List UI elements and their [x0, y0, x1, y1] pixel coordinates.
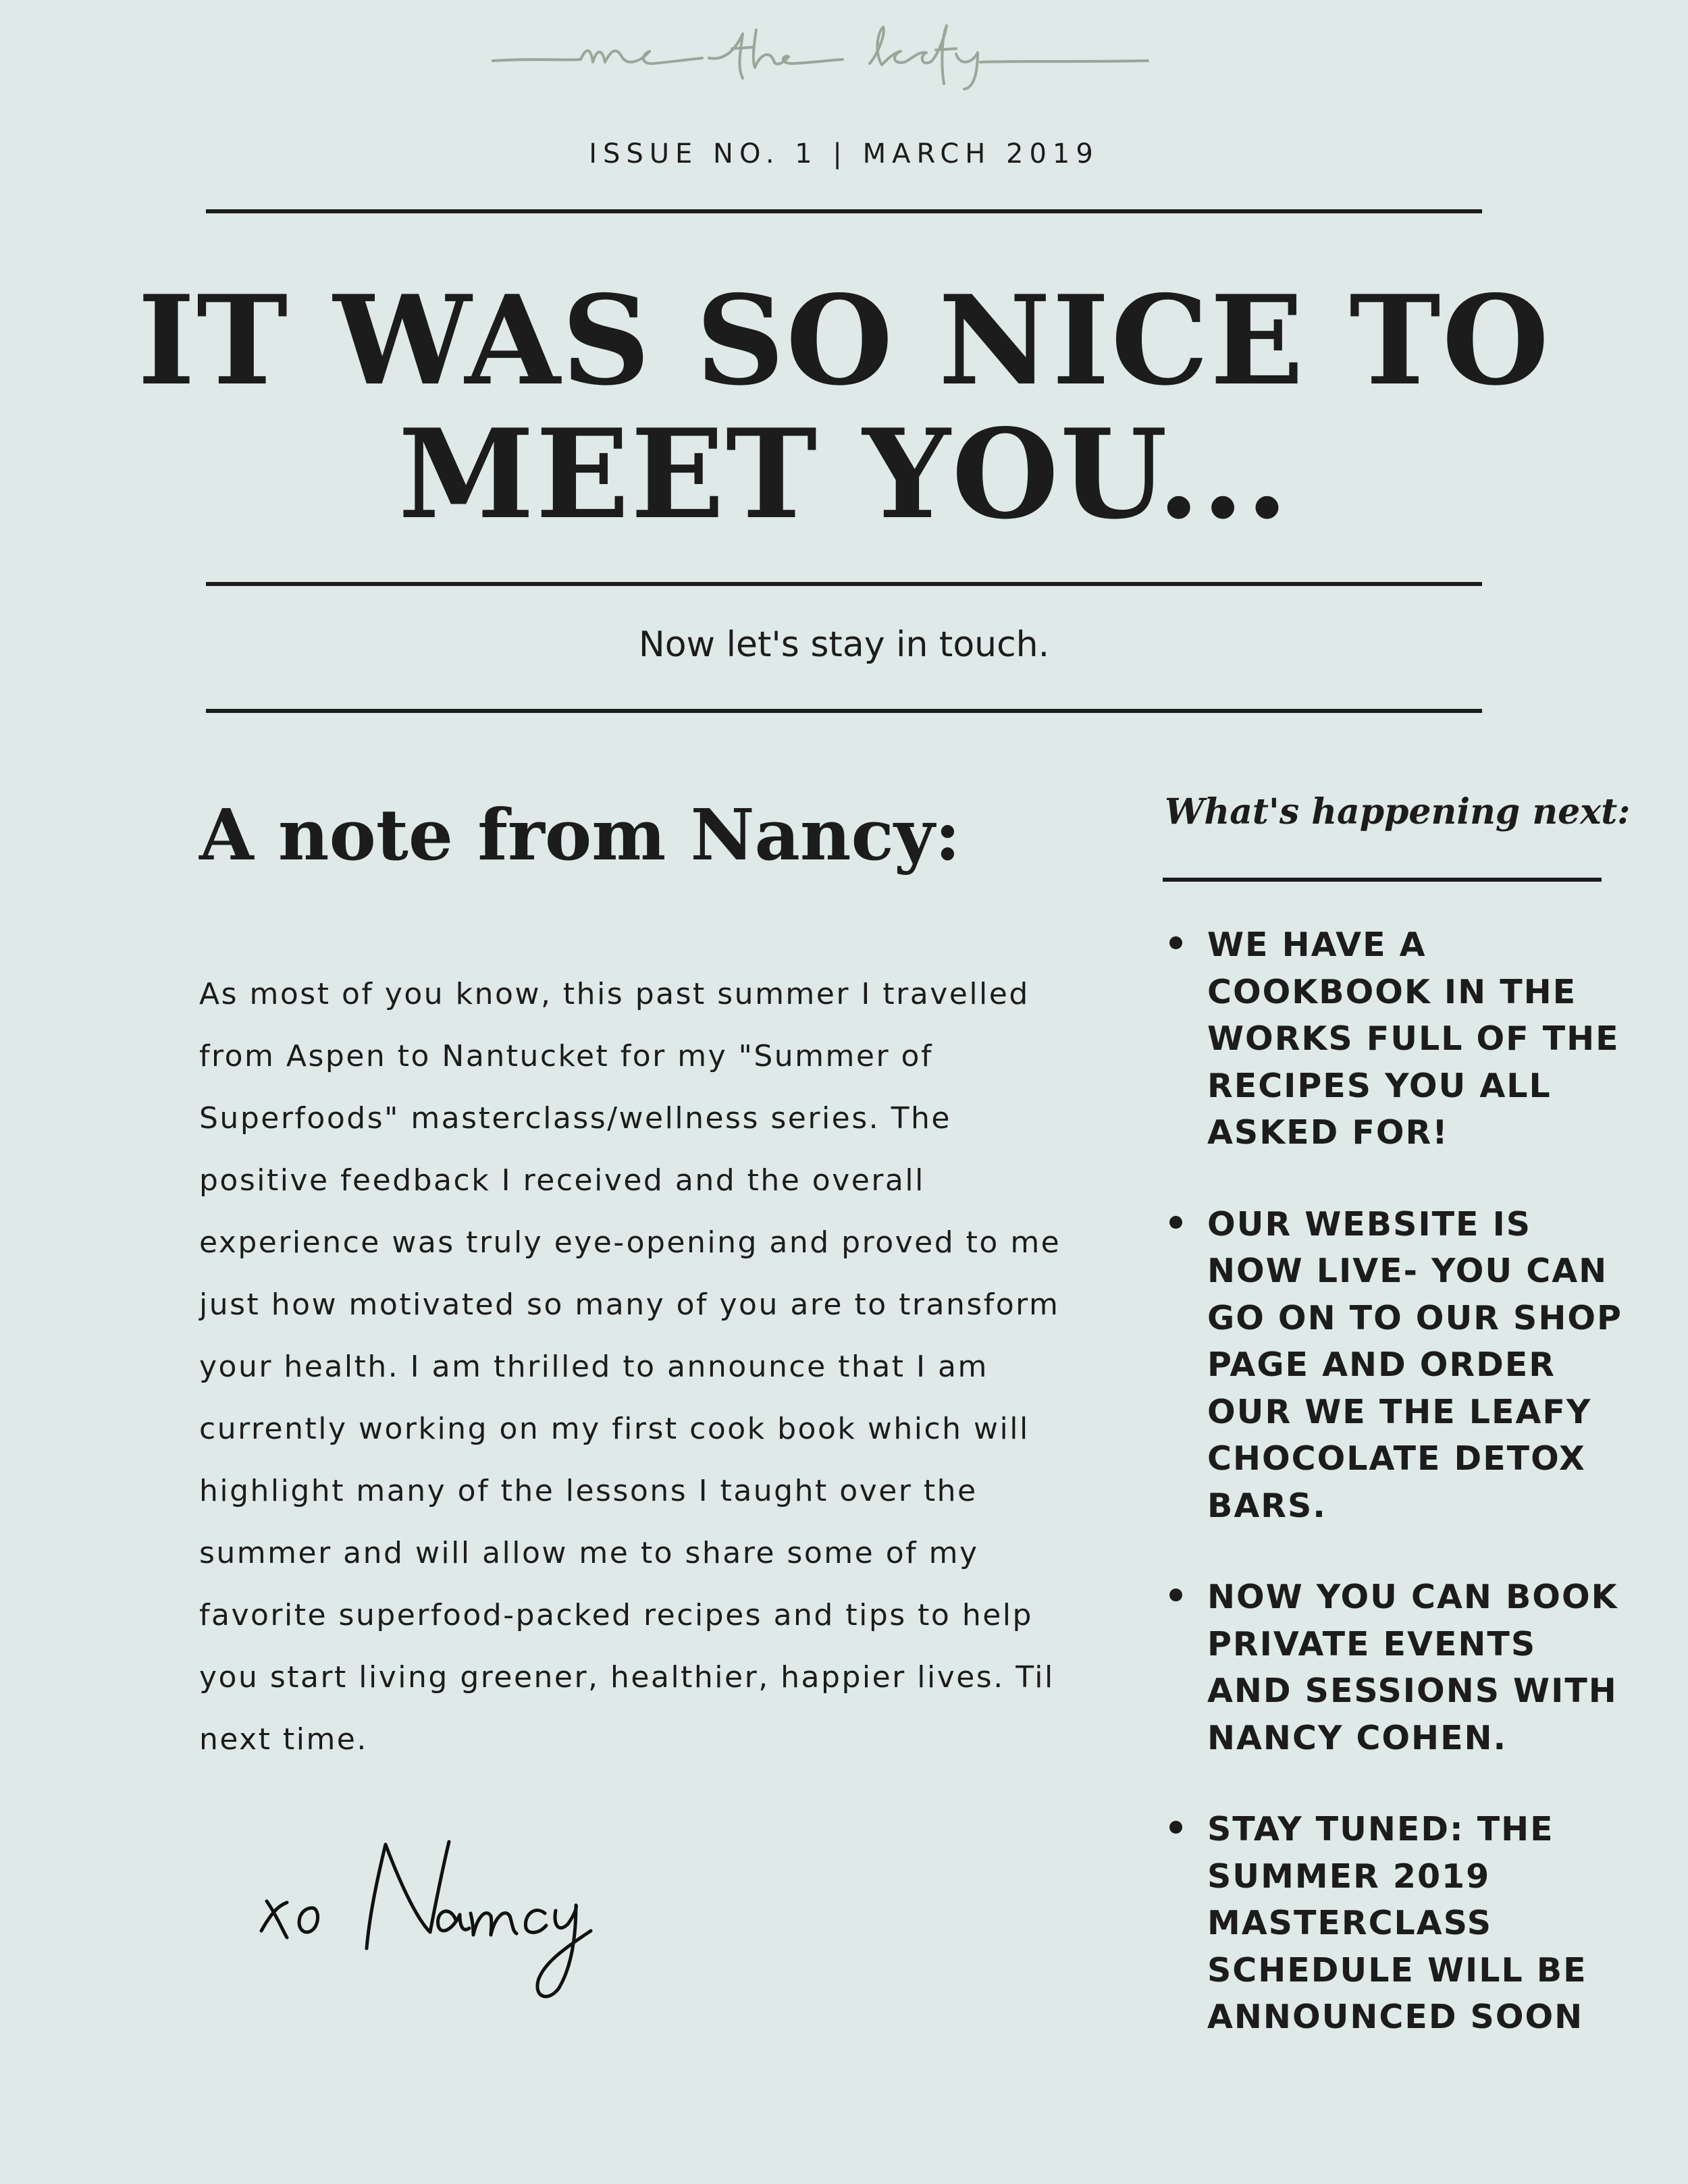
signature-xo-nancy	[253, 1830, 645, 2012]
list-item-text: OUR WEBSITE IS NOW LIVE- YOU CAN GO ON TO OUR SHOP PAGE AND ORDER OUR WE THE LEAFY CHOCOLATE DETOX BARS.	[1207, 1204, 1623, 1525]
list-item	[1163, 1806, 1629, 2041]
bullet-icon	[1169, 1589, 1182, 1601]
headline-divider	[206, 582, 1482, 586]
list-item-text: NOW YOU CAN BOOK PRIVATE EVENTS AND SESSIONS WITH NANCY COHEN.	[1207, 1578, 1618, 1757]
bullet-icon	[1169, 936, 1182, 949]
headline-line-1: IT WAS SO NICE TO	[137, 268, 1551, 412]
sidebar-list	[1163, 922, 1629, 2085]
subheading-divider	[206, 709, 1482, 713]
bullet-icon	[1169, 1216, 1182, 1229]
note-body: As most of you know, this past summer I travelled from Aspen to Nantucket for my "Summer of Superfoods" masterclass/wellness series. The positive feedback I received and the overall experience was truly eye-opening and proved to me just how motivated so many of you are to transform your health. I am thrilled to announce that I am currently working on my first cook book which will highlight many of the lessons I taught over the summer and will allow me to share some of my favorite superfood-packed recipes and tips to help you start living greener, healthier, happier lives. Til next time.	[199, 977, 1061, 1757]
sidebar-divider	[1163, 878, 1602, 882]
list-item	[1163, 1574, 1629, 1761]
sidebar-heading: What's happening next:	[1165, 791, 1631, 832]
headline	[0, 268, 1688, 546]
list-item-text: STAY TUNED: THE SUMMER 2019 MASTERCLASS SCHEDULE WILL BE ANNOUNCED SOON	[1207, 1810, 1587, 2036]
headline-line-2: MEET YOU...	[398, 402, 1290, 546]
we-the-leafy-logo	[473, 14, 1215, 95]
bullet-icon	[1169, 1821, 1182, 1834]
list-item	[1163, 922, 1629, 1156]
issue-label: ISSUE NO. 1 | MARCH 2019	[589, 138, 1099, 169]
top-divider	[206, 209, 1482, 213]
list-item-text: WE HAVE A COOKBOOK IN THE WORKS FULL OF THE RECIPES YOU ALL ASKED FOR!	[1207, 926, 1620, 1152]
subheading: Now let's stay in touch.	[638, 624, 1050, 665]
list-item	[1163, 1201, 1629, 1530]
note-heading: A note from Nancy:	[199, 793, 961, 876]
